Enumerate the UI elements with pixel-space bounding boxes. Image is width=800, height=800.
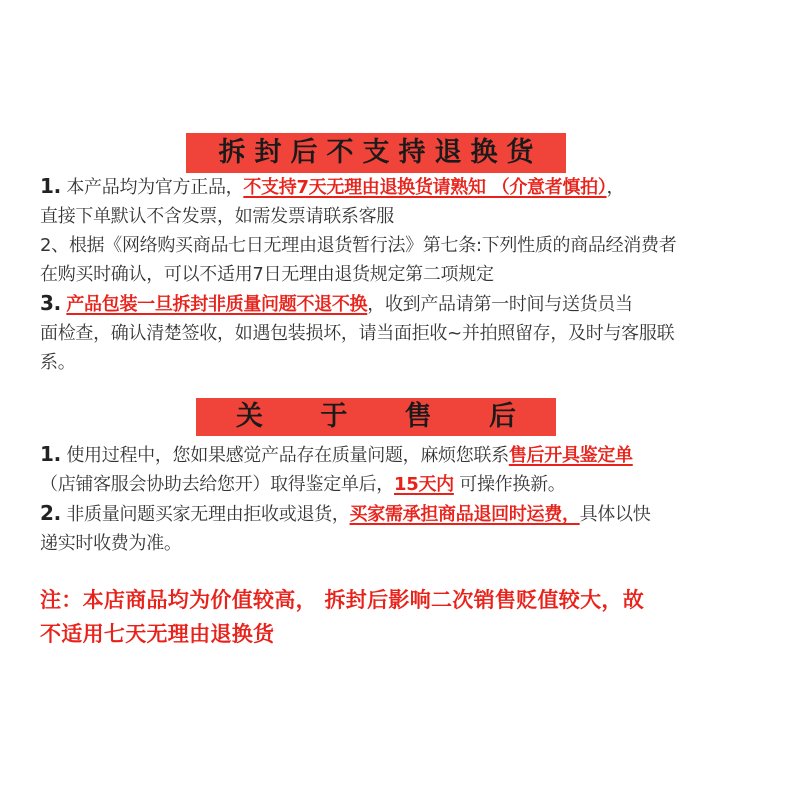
item-number: 2. (40, 501, 61, 525)
after-sales-item-2 (40, 499, 762, 529)
policy-item-1 (40, 172, 762, 202)
after-sales-section (40, 440, 762, 558)
banner-char: 于 (320, 401, 348, 432)
item-text: 本产品均为官方正品， (60, 177, 244, 198)
after-sales-banner (196, 398, 556, 436)
item-number: 1. (40, 442, 61, 466)
item-text: （店铺客服会协助去给您开）取得鉴定单后， (40, 474, 394, 495)
item-text: 具体以快 (579, 504, 651, 525)
item-text: ， (606, 177, 625, 198)
note-line-1: 注：本店商品均为价值较高， 拆封后影响二次销售贬值较大，故 (40, 588, 645, 612)
after-sales-item-1 (40, 440, 762, 470)
item-text: 使用过程中，您如果感觉产品存在质量问题，麻烦您联系 (60, 445, 509, 466)
item-number: 3. (40, 291, 61, 315)
highlight-text: 产品包装一旦拆封非质量问题不退不换 (66, 294, 368, 315)
policy-item-2-line-2: 在购买时确认，可以不适用7日无理由退货规定第二项规定 (40, 264, 494, 285)
policy-item-3-line-2: 面检查，确认清楚签收，如遇包装损坏，请当面拒收~并拍照留存，及时与客服联 (40, 323, 675, 344)
highlight-text: 买家需承担商品退回时运费， (349, 504, 580, 525)
item-text: 非质量问题买家无理由拒收或退货， (60, 504, 350, 525)
highlight-text: 不支持7天无理由退换货请熟知 （介意者慎拍） (243, 177, 607, 198)
highlight-text: 15天内 (394, 474, 454, 495)
no-return-banner: 拆封后不支持退换货 (186, 133, 566, 173)
item-text: ，收到产品请第一时间与送货员当 (367, 294, 633, 315)
after-sales-item-2-line-2: 递实时收费为准。 (40, 533, 182, 554)
note-line-2: 不适用七天无理由退换货 (40, 622, 275, 646)
after-sales-item-1-line-2 (40, 470, 762, 499)
banner-char: 后 (488, 401, 516, 432)
policy-item-3 (40, 289, 762, 319)
highlight-text: 售后开具鉴定单 (508, 445, 633, 466)
policy-item-3-line-3: 系。 (40, 352, 76, 373)
item-text: 可操作换新。 (453, 474, 566, 495)
return-policy-section (40, 172, 762, 377)
policy-item-1-line-2: 直接下单默认不含发票，如需发票请联系客服 (40, 206, 394, 227)
store-note (40, 583, 762, 651)
banner-char: 关 (236, 401, 263, 432)
banner-char: 售 (404, 401, 432, 432)
item-number: 1. (40, 174, 61, 198)
policy-item-2: 2、根据《网络购买商品七日无理由退货暂行法》第七条:下列性质的商品经消费者 (40, 235, 677, 256)
